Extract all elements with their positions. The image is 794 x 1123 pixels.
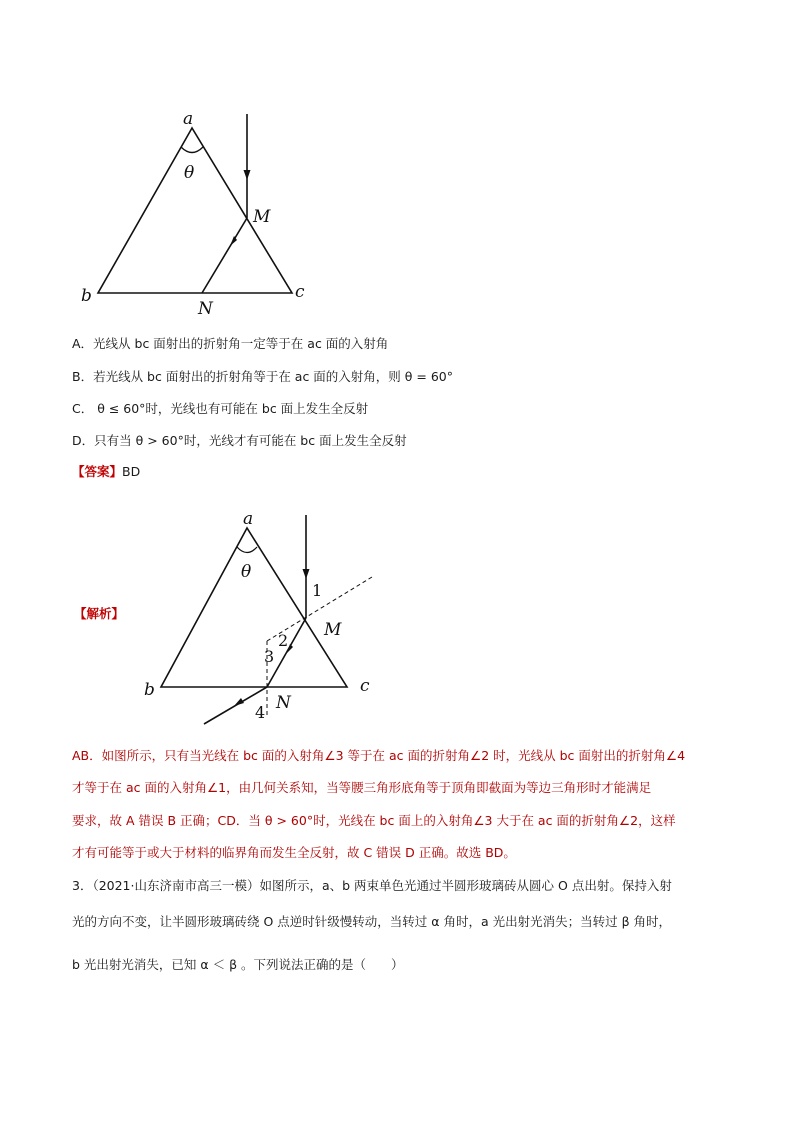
analysis-line-3: 要求，故 A 错误 B 正确；CD．当 θ > 60°时，光线在 bc 面上的入射角∠3 大于在 ac 面的折射角∠2，这样 [72,813,676,828]
label-a: a [183,109,194,129]
exit-arrow [234,698,244,706]
analysis-line-4: 才有可能等于或大于材料的临界角而发生全反射，故 C 错误 D 正确。故选 BD。 [72,845,516,860]
label-b: b [81,286,92,306]
prism-triangle-2 [161,528,347,687]
prism-figure-2 [130,505,390,730]
option-b: B．若光线从 bc 面射出的折射角等于在 ac 面的入射角，则 θ = 60° [72,369,454,384]
question3-line-1: 3．（2021·山东济南市高三一模）如图所示，a、b 两束单色光通过半圆形玻璃砖从圆心 O 点出射。保持入射 [72,878,672,893]
label-M: M [253,207,271,227]
label-N: N [198,299,213,319]
analysis-line-2: 才等于在 ac 面的入射角∠1，由几何关系知，当等腰三角形底角等于顶角即截面为等边三角形时才能满足 [72,780,652,795]
answer-tag: 【答案】 [72,464,123,479]
question3-line-2: 光的方向不变，让半圆形玻璃砖绕 O 点逆时针级慢转动，当转过 α 角时，a 光出射光消失；当转过 β 角时， [72,914,672,929]
label2-theta: θ [241,562,252,582]
prism-figure-1 [60,100,340,330]
apex-angle-arc-2 [237,547,257,553]
analysis-line-1: AB．如图所示，只有当光线在 bc 面的入射角∠3 等于在 ac 面的折射角∠2 时，光线从 bc 面射出的折射角∠4 [72,748,686,763]
label-theta: θ [184,163,195,183]
label2-c: c [360,676,370,696]
refracted-ray [202,218,247,293]
answer-line [72,462,140,480]
label2-b: b [144,680,155,700]
label2-4: 4 [255,703,266,722]
label-c: c [295,282,305,302]
answer-value: BD [122,464,141,479]
label2-1: 1 [312,581,323,600]
incident-arrow [244,170,251,180]
label2-N: N [276,693,291,713]
question3-line-3: b 光出射光消失，已知 α ＜ β 。下列说法正确的是（ ） [72,957,404,972]
option-d: D．只有当 θ > 60°时，光线才有可能在 bc 面上发生全反射 [72,433,407,448]
apex-angle-arc [181,147,203,153]
option-a: A．光线从 bc 面射出的折射角一定等于在 ac 面的入射角 [72,336,389,351]
incident-arrow-2 [303,569,310,579]
label2-a: a [243,509,254,529]
analysis-tag: 【解析】 [74,606,125,621]
label2-M: M [324,620,342,640]
label2-2: 2 [278,631,289,650]
option-c: C． θ ≤ 60°时，光线也有可能在 bc 面上发生全反射 [72,401,369,416]
label2-3: 3 [264,647,275,666]
